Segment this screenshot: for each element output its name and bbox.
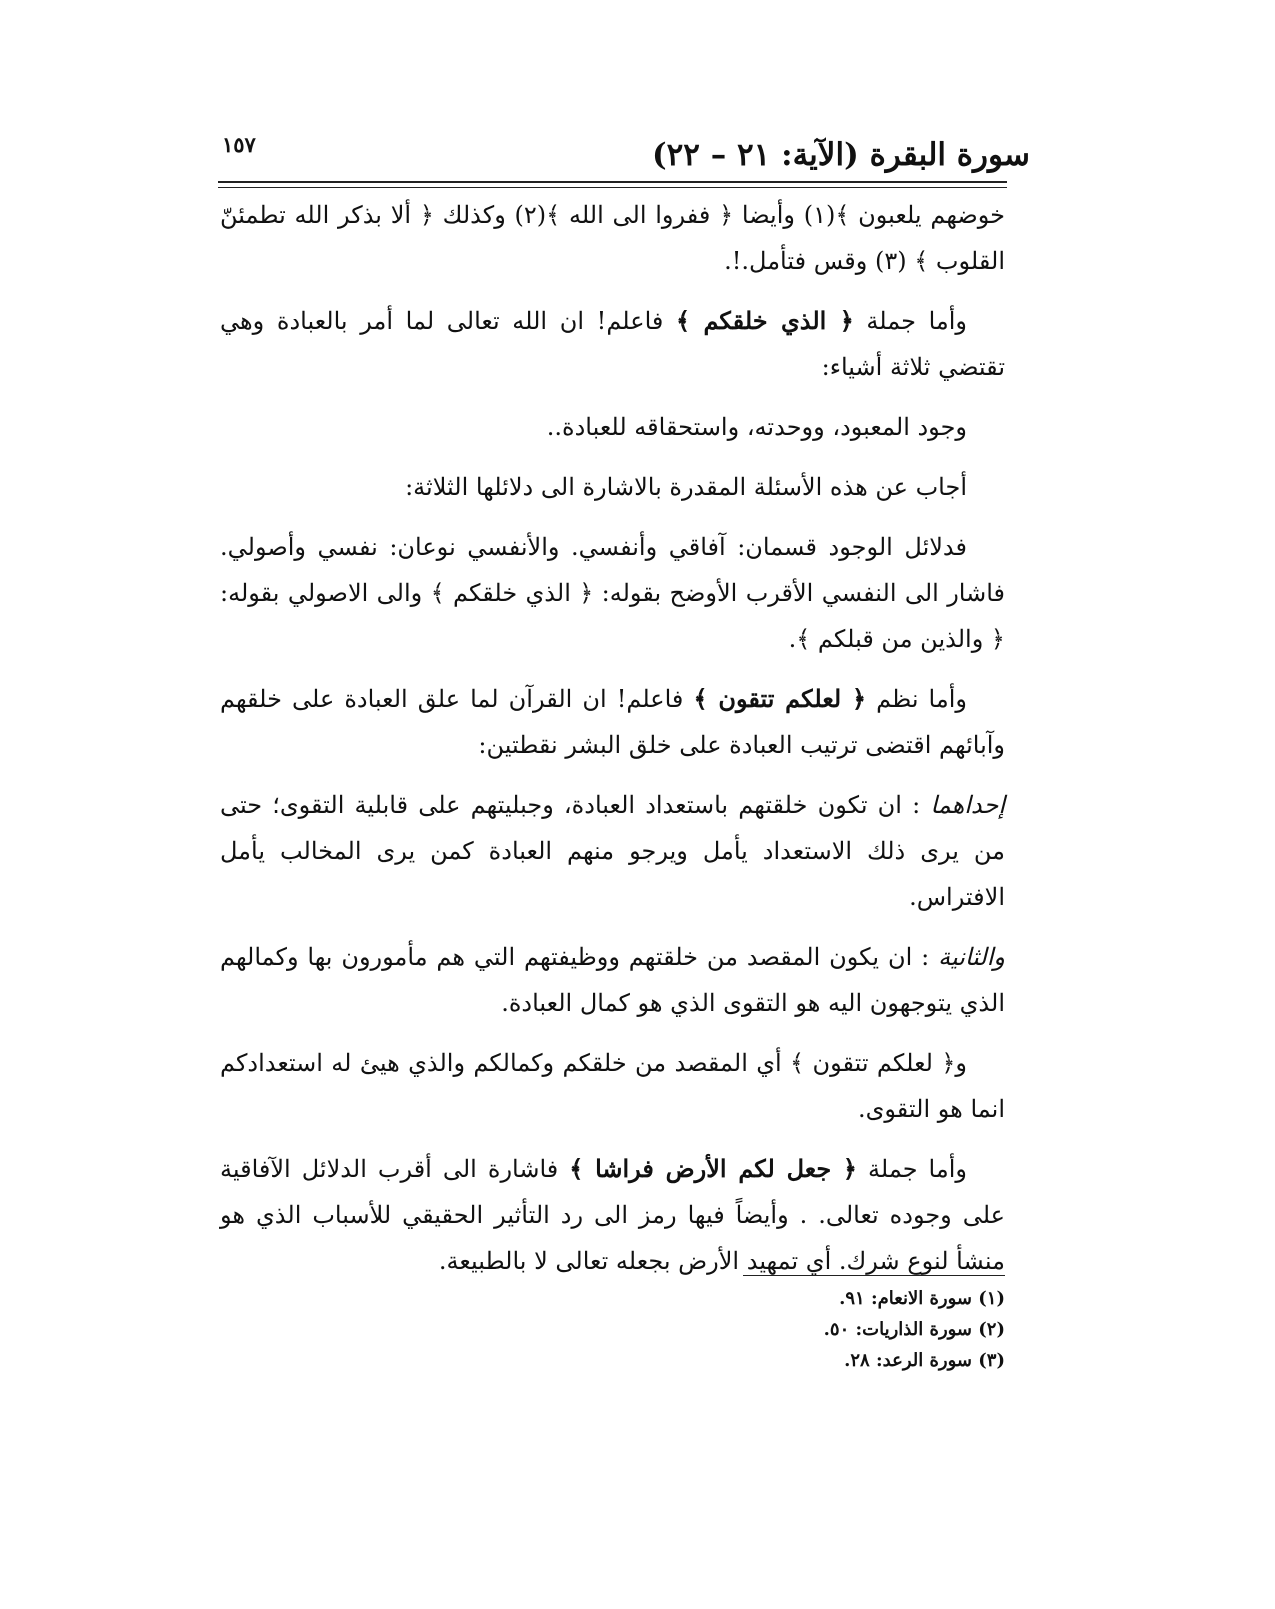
paragraph <box>220 676 1005 768</box>
paragraph: خوضهم يلعبون ﴾(١) وأيضا ﴿ ففروا الى الله ﴾(٢) وكذلك ﴿ ألا بذكر الله تطمئنّ القلوب ﴾ (٣) وقس فتأمل.!. <box>220 201 1006 275</box>
quran-quote: ﴿ لعلكم تتقون ﴾ <box>693 684 867 713</box>
paragraph <box>220 298 1005 390</box>
paragraph <box>220 782 1005 920</box>
quran-quote: ﴿ جعل لكم الأرض فراشا ﴾ <box>569 1154 857 1183</box>
footnote: (٢) سورة الذاريات: ٥٠. <box>823 1319 1005 1340</box>
paragraph-lead: وأما نظم <box>876 685 967 713</box>
paragraph-text: : ان يكون المقصد من خلقتهم ووظيفتهم التي هم مأمورون بها وكمالهم الذي يتوجهون اليه هو التقوى الذي هو كمال العبادة. <box>220 943 1005 1017</box>
paragraph: و﴿ لعلكم تتقون ﴾ أي المقصد من خلقكم وكمالكم والذي هيئ له استعدادكم انما هو التقوى. <box>220 1049 1005 1123</box>
paragraph: أجاب عن هذه الأسئلة المقدرة بالاشارة الى دلائلها الثلاثة: <box>405 473 967 501</box>
paragraph-text: فاعلم! ان القرآن لما علق العبادة على خلقهم وآبائهم اقتضى ترتيب العبادة على خلق البشر نقطتين: <box>220 685 1005 759</box>
paragraph-lead: وأما جملة <box>868 1155 967 1183</box>
paragraph-lead: وأما جملة <box>866 307 968 335</box>
paragraph-lead-italic: والثانية <box>938 943 1005 971</box>
paragraph <box>220 934 1005 1026</box>
footnote-rule <box>743 1275 1005 1276</box>
running-title: سورة البقرة (الآية: ٢١ – ٢٢) <box>651 137 1030 173</box>
footnotes <box>705 1283 1005 1376</box>
page-number: ١٥٧ <box>222 132 256 157</box>
paragraph <box>220 1146 1005 1284</box>
paragraph-text: : ان تكون خلقتهم باستعداد العبادة، وجبليتهم على قابلية التقوى؛ حتى من يرى ذلك الاستعداد يأمل ويرجو منهم العبادة كمن يرى المخالب يأمل الافتراس. <box>220 791 1005 911</box>
paragraph-text: فاشارة الى أقرب الدلائل الآفاقية على وجوده تعالى. . وأيضاً فيها رمز الى رد التأثير الحقيقي للأسباب الذي هو منشأ لنوع شرك. أي تمهيد الأرض بجعله تعالى لا بالطبيعة. <box>220 1155 1005 1275</box>
paragraph: وجود المعبود، ووحدته، واستحقاقه للعبادة.. <box>546 413 967 441</box>
header-rule-thin <box>218 187 1007 188</box>
body-text <box>220 192 1005 1298</box>
header-rule <box>218 181 1007 183</box>
footnote: (١) سورة الانعام: ٩١. <box>839 1288 1005 1309</box>
paragraph-text: فاعلم! ان الله تعالى لما أمر بالعبادة وهي تقتضي ثلاثة أشياء: <box>220 307 1005 381</box>
paragraph-lead-italic: إحداهما <box>930 791 1005 819</box>
footnote: (٣) سورة الرعد: ٢٨. <box>844 1350 1005 1371</box>
quran-quote: ﴿ الذي خلقكم ﴾ <box>676 306 854 335</box>
paragraph: فدلائل الوجود قسمان: آفاقي وأنفسي. والأنفسي نوعان: نفسي وأصولي. فاشار الى النفسي الأقرب الأوضح بقوله: ﴿ الذي خلقكم ﴾ والى الاصولي بقوله: ﴿ والذين من قبلكم ﴾. <box>220 533 1005 653</box>
